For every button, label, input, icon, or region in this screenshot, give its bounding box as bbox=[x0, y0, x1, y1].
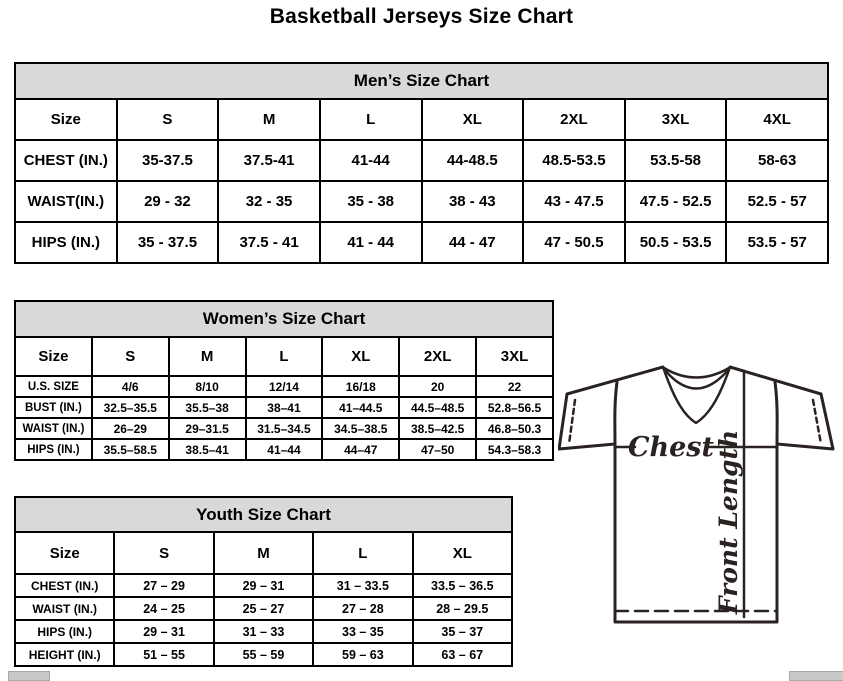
table-title-row bbox=[15, 301, 553, 337]
row-label: CHEST (IN.) bbox=[15, 140, 117, 181]
size-cell: 43 - 47.5 bbox=[523, 181, 625, 222]
size-cell: 37.5-41 bbox=[218, 140, 320, 181]
table-row bbox=[15, 222, 828, 263]
size-cell: 34.5–38.5 bbox=[322, 418, 399, 439]
size-cell: 35 - 37.5 bbox=[117, 222, 219, 263]
size-cell: 50.5 - 53.5 bbox=[625, 222, 727, 263]
column-header: S bbox=[117, 99, 219, 140]
size-cell: 29 – 31 bbox=[114, 620, 213, 643]
size-cell: 35.5–38 bbox=[169, 397, 246, 418]
column-header: Size bbox=[15, 532, 114, 574]
table-row bbox=[15, 181, 828, 222]
size-cell: 52.8–56.5 bbox=[476, 397, 553, 418]
jersey-right-sleeve bbox=[777, 394, 833, 449]
chest-label: Chest bbox=[628, 432, 714, 463]
column-header: L bbox=[320, 99, 422, 140]
row-label: WAIST (IN.) bbox=[15, 597, 114, 620]
row-label: CHEST (IN.) bbox=[15, 574, 114, 597]
row-label: HIPS (IN.) bbox=[15, 439, 92, 460]
row-label: U.S. SIZE bbox=[15, 376, 92, 397]
size-cell: 24 – 25 bbox=[114, 597, 213, 620]
table-header-row bbox=[15, 532, 512, 574]
size-cell: 8/10 bbox=[169, 376, 246, 397]
row-label: WAIST (IN.) bbox=[15, 418, 92, 439]
column-header: S bbox=[114, 532, 213, 574]
jersey-diagram-icon bbox=[558, 360, 842, 672]
size-cell: 22 bbox=[476, 376, 553, 397]
column-header: Size bbox=[15, 99, 117, 140]
column-header: XL bbox=[413, 532, 512, 574]
row-label: WAIST(IN.) bbox=[15, 181, 117, 222]
column-header: M bbox=[218, 99, 320, 140]
size-cell: 32 - 35 bbox=[218, 181, 320, 222]
size-cell: 27 – 29 bbox=[114, 574, 213, 597]
table-title-row bbox=[15, 63, 828, 99]
size-cell: 12/14 bbox=[246, 376, 323, 397]
size-cell: 29 - 32 bbox=[117, 181, 219, 222]
size-cell: 32.5–35.5 bbox=[92, 397, 169, 418]
size-cell: 48.5-53.5 bbox=[523, 140, 625, 181]
youth-size-chart-table bbox=[14, 496, 513, 667]
size-cell: 44.5–48.5 bbox=[399, 397, 476, 418]
column-header: M bbox=[214, 532, 313, 574]
size-cell: 53.5 - 57 bbox=[726, 222, 828, 263]
size-cell: 35 – 37 bbox=[413, 620, 512, 643]
column-header: XL bbox=[422, 99, 524, 140]
table-row bbox=[15, 376, 553, 397]
size-cell: 41–44 bbox=[246, 439, 323, 460]
size-cell: 38 - 43 bbox=[422, 181, 524, 222]
size-cell: 33 – 35 bbox=[313, 620, 412, 643]
column-header: 2XL bbox=[523, 99, 625, 140]
size-cell: 44–47 bbox=[322, 439, 399, 460]
row-label: BUST (IN.) bbox=[15, 397, 92, 418]
size-cell: 55 – 59 bbox=[214, 643, 313, 666]
column-header: Size bbox=[15, 337, 92, 376]
size-cell: 41 - 44 bbox=[320, 222, 422, 263]
jersey-left-sleeve bbox=[559, 394, 615, 449]
column-header: L bbox=[246, 337, 323, 376]
size-cell: 31.5–34.5 bbox=[246, 418, 323, 439]
column-header: M bbox=[169, 337, 246, 376]
column-header: 4XL bbox=[726, 99, 828, 140]
size-cell: 38.5–41 bbox=[169, 439, 246, 460]
column-header: 2XL bbox=[399, 337, 476, 376]
size-cell: 16/18 bbox=[322, 376, 399, 397]
size-cell: 35 - 38 bbox=[320, 181, 422, 222]
size-cell: 4/6 bbox=[92, 376, 169, 397]
size-cell: 31 – 33 bbox=[214, 620, 313, 643]
table-title: Men’s Size Chart bbox=[15, 63, 828, 99]
table-title: Youth Size Chart bbox=[15, 497, 512, 532]
front-length-label: Front Length bbox=[714, 429, 743, 615]
size-cell: 58-63 bbox=[726, 140, 828, 181]
right-sleeve-stitch-dashes bbox=[813, 400, 821, 444]
size-cell: 47–50 bbox=[399, 439, 476, 460]
page-title: Basketball Jerseys Size Chart bbox=[269, 5, 574, 28]
table-header-row bbox=[15, 99, 828, 140]
size-cell: 47.5 - 52.5 bbox=[625, 181, 727, 222]
womens-size-chart-table bbox=[14, 300, 554, 461]
column-header: XL bbox=[322, 337, 399, 376]
size-cell: 27 – 28 bbox=[313, 597, 412, 620]
size-cell: 33.5 – 36.5 bbox=[413, 574, 512, 597]
mens-size-chart-table bbox=[14, 62, 829, 264]
size-cell: 54.3–58.3 bbox=[476, 439, 553, 460]
row-label: HEIGHT (IN.) bbox=[15, 643, 114, 666]
table-row bbox=[15, 643, 512, 666]
table-title-row bbox=[15, 497, 512, 532]
size-cell: 46.8–50.3 bbox=[476, 418, 553, 439]
table-row bbox=[15, 397, 553, 418]
size-cell: 44 - 47 bbox=[422, 222, 524, 263]
size-cell: 41–44.5 bbox=[322, 397, 399, 418]
cutoff-element-fragment-left bbox=[8, 671, 50, 681]
table-row bbox=[15, 574, 512, 597]
column-header: L bbox=[313, 532, 412, 574]
table-title: Women’s Size Chart bbox=[15, 301, 553, 337]
size-cell: 63 – 67 bbox=[413, 643, 512, 666]
size-cell: 29–31.5 bbox=[169, 418, 246, 439]
jersey-measurement-diagram bbox=[558, 360, 842, 672]
size-cell: 29 – 31 bbox=[214, 574, 313, 597]
size-cell: 31 – 33.5 bbox=[313, 574, 412, 597]
column-header: S bbox=[92, 337, 169, 376]
size-cell: 38–41 bbox=[246, 397, 323, 418]
table-row bbox=[15, 418, 553, 439]
size-cell: 28 – 29.5 bbox=[413, 597, 512, 620]
table-row bbox=[15, 620, 512, 643]
size-cell: 51 – 55 bbox=[114, 643, 213, 666]
column-header: 3XL bbox=[476, 337, 553, 376]
table-row bbox=[15, 140, 828, 181]
size-cell: 35.5–58.5 bbox=[92, 439, 169, 460]
table-header-row bbox=[15, 337, 553, 376]
size-cell: 26–29 bbox=[92, 418, 169, 439]
size-cell: 20 bbox=[399, 376, 476, 397]
size-cell: 38.5–42.5 bbox=[399, 418, 476, 439]
row-label: HIPS (IN.) bbox=[15, 620, 114, 643]
table-row bbox=[15, 597, 512, 620]
size-cell: 41-44 bbox=[320, 140, 422, 181]
size-cell: 52.5 - 57 bbox=[726, 181, 828, 222]
size-cell: 25 – 27 bbox=[214, 597, 313, 620]
size-cell: 59 – 63 bbox=[313, 643, 412, 666]
size-cell: 47 - 50.5 bbox=[523, 222, 625, 263]
column-header: 3XL bbox=[625, 99, 727, 140]
cutoff-element-fragment-right bbox=[789, 671, 843, 681]
table-row bbox=[15, 439, 553, 460]
row-label: HIPS (IN.) bbox=[15, 222, 117, 263]
size-cell: 35-37.5 bbox=[117, 140, 219, 181]
size-cell: 44-48.5 bbox=[422, 140, 524, 181]
jersey-vneck-collar bbox=[663, 367, 730, 423]
size-cell: 53.5-58 bbox=[625, 140, 727, 181]
left-sleeve-stitch-dashes bbox=[569, 400, 575, 444]
size-cell: 37.5 - 41 bbox=[218, 222, 320, 263]
jersey-body bbox=[615, 382, 777, 622]
